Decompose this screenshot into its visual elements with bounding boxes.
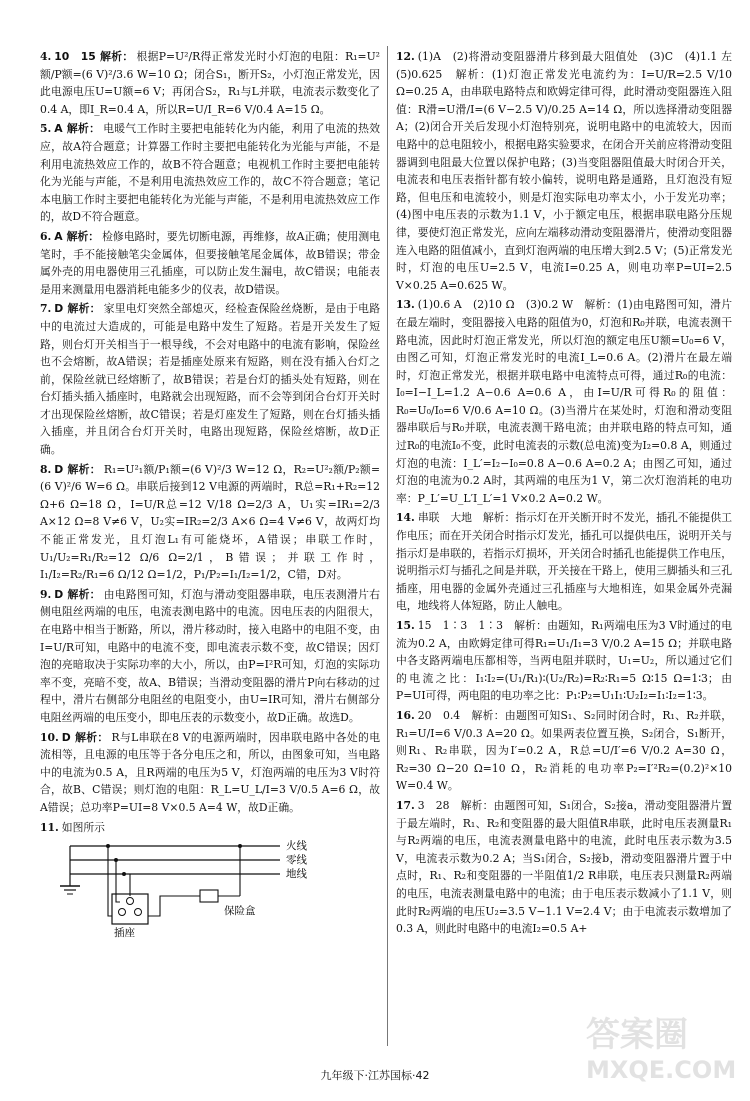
answer-q17: 17. 3 28 解析：由题图可知，S₁闭合，S₂接a，滑动变阻器滑片置于最左端时，R₁、R₂和变阻器的最大阻值R串联，此时电压表测量R₁与R₂两端的电压，电流表测量电路中的电流，此时电压表示数为3.5 V，电流表示数为0.2 A；当S₁闭合，S₂接b，滑动变阻器滑片置于中点时，R₁、R₂和变阻器的一半阻值1/2 R串联，电压表只测量R₂两端的电压，电流表测量电路中的电流；由于电压表示数减小了1.1 V，则此时R₂两端的电压U₂=3.5 V−1.1 V=2.4 V；由于电流表示数增加了0.3 A，则此时电路中的电流I₂=0.5 A+ (396, 798, 732, 936)
answer-q12: 12. (1)A (2)将滑动变阻器滑片移到最大阻值处 (3)C (4)1.1 左 (5)0.625 解析：(1)灯泡正常发光电流约为：I=U/R=2.5 V/10 Ω=0.25 A，由串联电路特点和欧姆定律可得，此时滑动变阻器连入阻值：R滑=U滑/I=(6 V−2.5 V)/0.25 A=14 Ω，所以选择滑动变阻器A；(2)闭合开关后发现小灯泡特别亮，说明电路中的电流较大，因而电路中的总电阻较小，根据电路实验要求，在闭合开关前应将滑动变阻器调到电阻最大位置以保护电路；(3)当变阻器阻值最大时闭合开关，电流表和电压表指针都有较小偏转，说明电路是通路，且灯泡没有短路，但电压和电流较小，则是灯泡实际电功率太小，小于发光功率；(4)图中电压表的示数为1.1 V，小于额定电压，根据串联电路分压规律，要使灯泡正常发光，应向左端移动滑动变阻器滑片，使滑动变阻器连入电路的阻值减小，直到灯泡两端的电压增大到2.5 V；(5)正常发光时，灯泡的电压U=2.5 V，电流I=0.25 A，则电功率P=UI=2.5 V×0.25 A=0.625 W。 (396, 50, 743, 292)
label-zero: 零线 (286, 854, 307, 867)
answer-q14: 14. 串联 大地 解析：指示灯在开关断开时不发光，插孔不能提供工作电压；而在开关闭合时指示灯发光，插孔可以提供电压，说明开关与指示灯是串联的，若指示灯损坏，开关闭合时插孔也能提供工作电压，说明指示灯与插孔之间是并联，开关接在干路上，使用三脚插头和三孔插座，用电器的金属外壳通过三孔插座与大地相连，如果金属外壳漏电，地线将人体短路，防止人触电。 (396, 511, 732, 613)
answer-q16: 16. 20 0.4 解析：由题图可知S₁、S₂同时闭合时，R₁、R₂并联，R₁=U/I=6 V/0.3 A=20 Ω。如果两表位置互换，S₂闭合，S₁断开，则R₁、R₂串联，因为I′=0.2 A，R总=U/I′=6 V/0.2 A=30 Ω，R₂=30 Ω−20 Ω=10 Ω，R₂消耗的电功率P₂=I′²R₂=(0.2)²×10 W=0.4 W。 (396, 708, 732, 793)
fuse-wire (148, 896, 200, 916)
label-fuse: 保险盒 (224, 905, 256, 918)
wiring-diagram-svg (50, 838, 370, 938)
answer-q15: 15. 15 1∶3 1∶3 解析：由题知，R₁两端电压为3 V时通过的电流为0.2 A，由欧姆定律可得R₁=U₁/I₁=3 V/0.2 A=15 Ω；并联电路中各支路两端电压都相等，当两电阻并联时，U₁=U₂，所以通过它们的电流之比：I₁∶I₂=(U₁/R₁)∶(U₂/R₂)=R₂∶R₁=5 Ω∶15 Ω=1∶3；由P=UI可得，两电阻的电功率之比：P₁∶P₂=U₁I₁∶U₂I₂=I₁∶I₂=1∶3。 (396, 619, 732, 703)
answer-q6: 6. A 解析： 检修电路时，要先切断电源，再维修，故A正确；使用测电笔时，手不能接触笔尖金属体，但要接触笔尾金属体，故B错误；带金属外壳的用电器使用三孔插座，可以防止发生漏电，故C错误；电能表是用来测量用电器消耗电能多少的仪表，故D错误。 (40, 229, 381, 296)
watermark-line1: 答案圈 (586, 1015, 688, 1055)
answer-q5: 5. A 解析： 电暖气工作时主要把电能转化为内能，利用了电流的热效应，故A符合题意；计算器工作时主要把电能转化为光能与声能，不是利用电流热效应工作的，故B不符合题意；电视机工作时主要把电能转化为光能与声能，不是利用电流热效应工作的，故C不符合题意；笔记本电脑工作时主要把电能转化为光能与声能，不是利用电流热效应工作的，故D不符合题意。 (40, 122, 381, 224)
left-column (40, 48, 380, 938)
node-4 (238, 844, 242, 848)
wiring-diagram (50, 838, 380, 938)
socket-box (112, 894, 148, 924)
socket-hole-right (135, 909, 142, 916)
answer-q4: 4. 10 15 解析： 根据P=U²/R得正常发光时小灯泡的电阻：R₁=U²额/P额=(6 V)²/3.6 W=10 Ω；闭合S₁，断开S₂，小灯泡正常发光，因此电源电压U=U额=6 V；再闭合S₂，R₁与L并联，电流表示数变化了0.4 A，即I_R=0.4 A，所以R=U/I_R=6 V/0.4 A=15 Ω。 (40, 50, 381, 116)
socket-wire-neutral (116, 860, 120, 902)
answer-q11: 11. 如图所示 (40, 820, 105, 834)
label-earth: 地线 (286, 868, 307, 881)
answer-q9: 9. D 解析： 由电路图可知，灯泡与滑动变阻器串联，电压表测滑片右侧电阻丝两端的电压，电流表测电路中的电流。因电压表的内阻很大，在电路中相当于断路，所以，滑片移动时，接入电路中的电阻不变，由I=U/R可知，电路中的电流不变，即电流表示数不变，故C错误；因灯泡的亮暗取决于实际功率的大小，所以，由P=I²R可知，灯泡的实际功率不变，亮暗不变，故A、B错误；当滑动变阻器的滑片P向右移动的过程中，滑片右侧部分电阻丝的电阻变小，由U=IR可知，滑片右侧部分电阻丝两端的电压变小，即电压表的示数变小，故D正确。故选D。 (40, 587, 380, 724)
page-footer: 九年级下·江苏国标·42 (320, 1069, 430, 1082)
label-socket: 插座 (114, 927, 135, 939)
socket-hole-top (127, 898, 134, 905)
answer-q13: 13. (1)0.6 A (2)10 Ω (3)0.2 W 解析：(1)由电路图可知，滑片在最左端时，变阻器接入电路的阻值为0，灯泡和R₀并联，电流表测干路电流，因此时灯泡正常发光，所以灯泡的额定电压U额=U₀=6 V，由图乙可知，灯泡正常发光时的电流I_L=0.6 A。(2)滑片在最左端时，灯泡正常发光，根据并联电路中电流特点可得，通过R₀的电流：I₀=I−I_L=1.2 A−0.6 A=0.6 A，由I=U/R可得R₀的阻值：R₀=U₀/I₀=6 V/0.6 A=10 Ω。(3)当滑片在某处时，灯泡和滑动变阻器串联后与R₀并联，电流表测干路电流；由并联电路的特点可知，通过R₀的电流I₀不变，此时电流表的示数(总电流)变为I₂=0.8 A，则通过灯泡的电流：I_L′=I₂−I₀=0.8 A−0.6 A=0.2 A；由图乙可知，通过灯泡的电流为0.2 A时，其两端的电压为1 V，第二次灯泡消耗的电功率：P_L′=U_L′I_L′=1 V×0.2 A=0.2 W。 (396, 298, 732, 505)
watermark-line2: MXQE.COM (586, 1056, 737, 1084)
watermark-logo (586, 1007, 736, 1087)
label-fire: 火线 (286, 840, 307, 853)
right-column (396, 48, 743, 940)
socket-wire-earth (124, 874, 130, 896)
answer-q10: 10. D 解析： R与L串联在8 V的电源两端时，因串联电路中各处的电流相等，且电源的电压等于各分电压之和，所以，由图象可知，当电路中的电流为0.5 A，且R两端的电压为5 V，灯泡两端的电压为3 V时符合，故B、C错误；则灯泡的电阻：R_L=U_L/I=3 V/0.5 A=6 Ω，故A错误；总功率P=UI=8 V×0.5 A=4 W，故D正确。 (40, 730, 380, 814)
answer-q7: 7. D 解析： 家里电灯突然全部熄灭，经检查保险丝烧断，是由于电路中的电流过大造成的，可能是电路中发生了短路。若是开关发生了短路，则台灯开关相当于一根导线，不会对电路中的电流有影响，保险丝也不会熔断，故A错误；若是插座处原来有短路，则在没有插入台灯之前，保险丝就已经熔断了，故B错误；若是台灯的插头处有短路，则在台灯插头插入插座时，电路就会出现短路，而不会等到闭合台灯开关时才出现保险丝熔断，故C错误；若是灯座发生了短路，则在台灯插头插入插座，并且闭合台灯开关时，电路出现短路，保险丝熔断，故D正确。 (40, 302, 380, 457)
answer-q8: 8. D 解析： R₁=U²₁额/P₁额=(6 V)²/3 W=12 Ω，R₂=U²₂额/P₂额=(6 V)²/6 W=6 Ω。串联后接到12 V电源的两端时，R总=R₁+R₂=12 Ω+6 Ω=18 Ω，I=U/R总=12 V/18 Ω=2/3 A，U₁实=IR₁=2/3 A×12 Ω=8 V≠6 V，U₂实=IR₂=2/3 A×6 Ω=4 V≠6 V，故两灯均不能正常发光，且灯泡L₁有可能烧坏，A错误；串联工作时，U₁/U₂=R₁/R₂=12 Ω/6 Ω=2/1，B错误；并联工作时，I₁/I₂=R₂/R₁=6 Ω/12 Ω=1/2，P₁/P₂=I₁/I₂=1/2，C错，D对。 (40, 462, 380, 582)
socket-hole-left (119, 909, 126, 916)
column-divider (387, 46, 388, 1046)
fuse-box (200, 890, 218, 902)
